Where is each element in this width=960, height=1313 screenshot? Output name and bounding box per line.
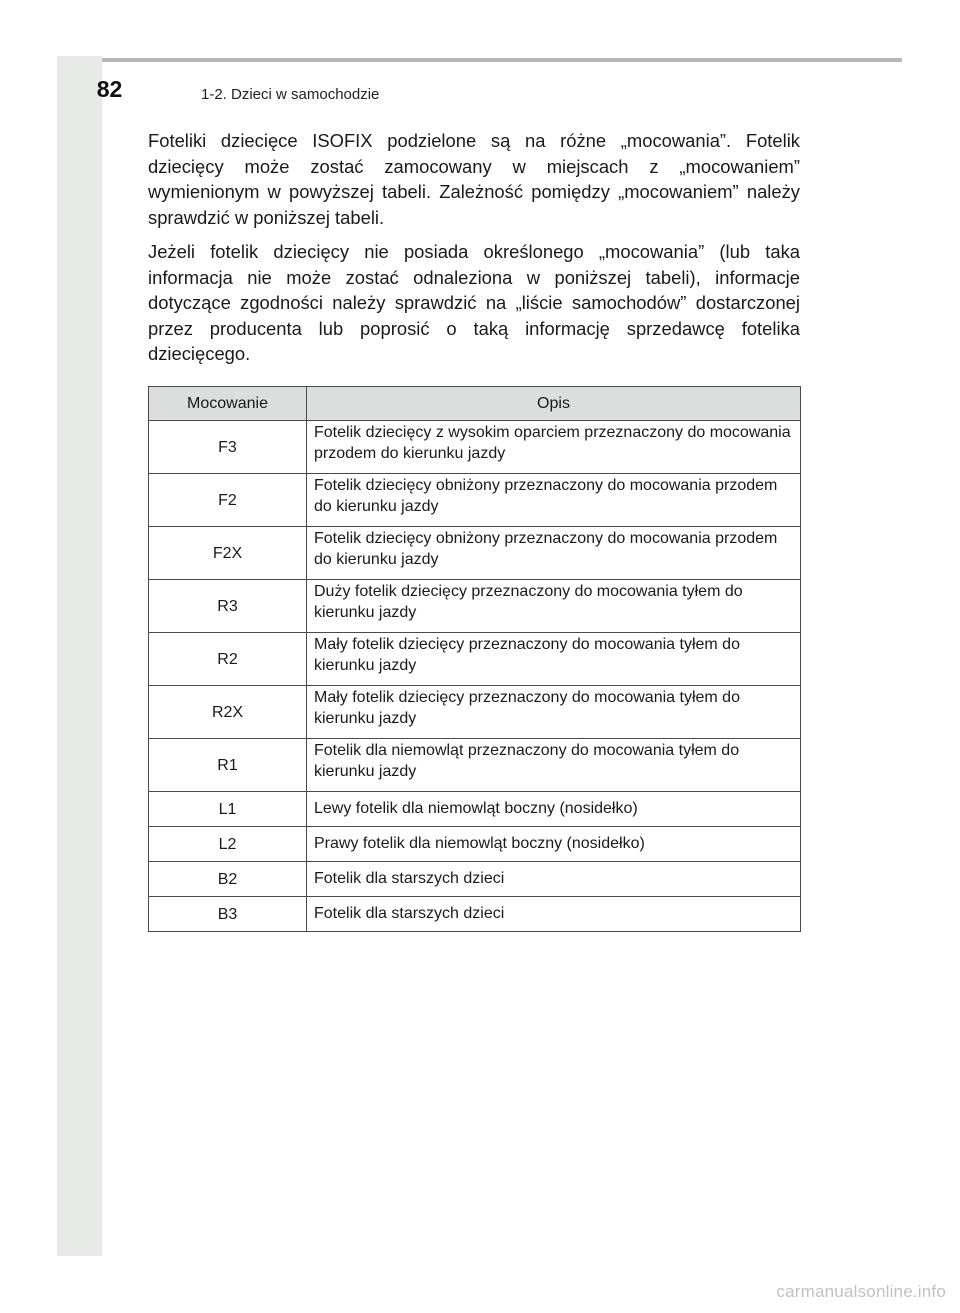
mounting-code: R1 bbox=[149, 739, 307, 792]
mounting-description: Fotelik dziecięcy obniżony przeznaczony do mocowania przodem do kierunku jazdy bbox=[307, 527, 801, 580]
mounting-description: Duży fotelik dziecięcy przeznaczony do mocowania tyłem do kierunku jazdy bbox=[307, 580, 801, 633]
page-header bbox=[57, 56, 902, 114]
paragraph: Jeżeli fotelik dziecięcy nie posiada określonego „mocowania” (lub taka informacja nie może zostać odnaleziona w poniższej tabeli), informacje dotyczące zgodności należy sprawdzić na „liście samochodów” dostarczonej przez producenta lub poprosić o taką informację sprzedawcę fotelika dziecięcego. bbox=[148, 241, 800, 364]
mounting-description: Fotelik dziecięcy z wysokim oparciem przeznaczony do mocowania przodem do kierunku jazdy bbox=[307, 421, 801, 474]
table-row bbox=[149, 633, 801, 686]
mounting-description: Prawy fotelik dla niemowląt boczny (nosidełko) bbox=[307, 827, 801, 862]
mounting-code: B3 bbox=[149, 897, 307, 932]
mounting-description: Lewy fotelik dla niemowląt boczny (nosidełko) bbox=[307, 792, 801, 827]
mounting-description: Fotelik dziecięcy obniżony przeznaczony do mocowania przodem do kierunku jazdy bbox=[307, 474, 801, 527]
table-row bbox=[149, 739, 801, 792]
mounting-code: B2 bbox=[149, 862, 307, 897]
table-row bbox=[149, 421, 801, 474]
watermark: carmanualsonline.info bbox=[776, 1282, 946, 1301]
mounting-description: Mały fotelik dziecięcy przeznaczony do mocowania tyłem do kierunku jazdy bbox=[307, 633, 801, 686]
table-row bbox=[149, 827, 801, 862]
mounting-code: F3 bbox=[149, 421, 307, 474]
paragraph: Foteliki dziecięce ISOFIX podzielone są na różne „mocowania”. Fotelik dziecięcy może zostać zamocowany w miejscach z „mocowaniem” wymienionym w powyższej tabeli. Zależność pomiędzy „mocowaniem” należy sprawdzić w poniższej tabeli. bbox=[148, 130, 800, 228]
mounting-description: Mały fotelik dziecięcy przeznaczony do mocowania tyłem do kierunku jazdy bbox=[307, 686, 801, 739]
mounting-description: Fotelik dla niemowląt przeznaczony do mocowania tyłem do kierunku jazdy bbox=[307, 739, 801, 792]
table-row bbox=[149, 474, 801, 527]
mounting-code: R2 bbox=[149, 633, 307, 686]
section-title: 1-2. Dzieci w samochodzie bbox=[201, 86, 380, 103]
table-row bbox=[149, 527, 801, 580]
table-row bbox=[149, 686, 801, 739]
mounting-code: R2X bbox=[149, 686, 307, 739]
mounting-code: L1 bbox=[149, 792, 307, 827]
mounting-code: F2 bbox=[149, 474, 307, 527]
mounting-code: L2 bbox=[149, 827, 307, 862]
mounting-description: Fotelik dla starszych dzieci bbox=[307, 897, 801, 932]
mounting-table bbox=[148, 386, 801, 932]
table-header-row bbox=[149, 387, 801, 421]
table-row bbox=[149, 862, 801, 897]
table-row bbox=[149, 897, 801, 932]
table-row bbox=[149, 580, 801, 633]
header-divider bbox=[102, 58, 902, 62]
mounting-description: Fotelik dla starszych dzieci bbox=[307, 862, 801, 897]
mounting-code: F2X bbox=[149, 527, 307, 580]
mounting-code: R3 bbox=[149, 580, 307, 633]
page-number: 82 bbox=[96, 76, 123, 102]
body-text bbox=[148, 128, 800, 376]
column-header-description: Opis bbox=[307, 387, 801, 421]
page-side-band bbox=[57, 56, 102, 1256]
table-row bbox=[149, 792, 801, 827]
column-header-mounting: Mocowanie bbox=[149, 387, 307, 421]
